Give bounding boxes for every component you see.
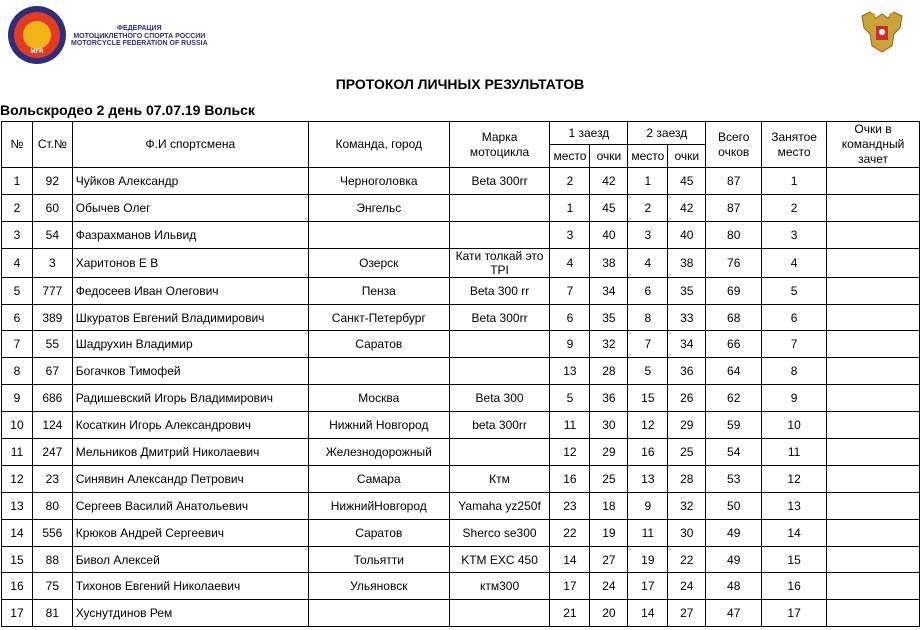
cell-name: Шадрухин Владимир [72, 331, 308, 358]
cell-num: 4 [2, 248, 33, 277]
cell-team-points [827, 248, 920, 277]
cell-rank: 14 [762, 519, 827, 546]
cell-race-1-points: 42 [590, 168, 628, 195]
cell-race-2-points: 26 [668, 385, 706, 412]
cell-name: Харитонов Е В [72, 248, 308, 277]
cell-race-1-points: 45 [590, 194, 628, 221]
cell-name: Богачков Тимофей [72, 358, 308, 385]
cell-start-num: 3 [32, 248, 72, 277]
cell-moto [449, 331, 550, 358]
table-row [2, 465, 920, 492]
cell-name: Федосеев Иван Олегович [72, 277, 308, 304]
cell-start-num: 23 [32, 465, 72, 492]
cell-num: 9 [2, 385, 33, 412]
cell-name: Хуснутдинов Рем [72, 600, 308, 627]
cell-moto: beta 300rr [449, 412, 550, 439]
cell-team-points [827, 385, 920, 412]
cell-moto [449, 194, 550, 221]
organization-name [71, 25, 208, 48]
cell-name: Косаткин Игорь Александрович [72, 412, 308, 439]
cell-start-num: 80 [32, 492, 72, 519]
cell-team: Ульяновск [308, 573, 449, 600]
cell-race-2-points: 40 [668, 221, 706, 248]
table-row [2, 573, 920, 600]
table-row [2, 546, 920, 573]
table-row [2, 439, 920, 466]
cell-total: 87 [706, 168, 762, 195]
cell-name: Радишевский Игорь Владимирович [72, 385, 308, 412]
org-line-3: MOTORCYCLE FEDERATION OF RUSSIA [71, 40, 208, 47]
cell-moto: ктм300 [449, 573, 550, 600]
cell-race-1-place: 17 [550, 573, 590, 600]
russian-coat-of-arms-icon [856, 8, 908, 56]
cell-num: 14 [2, 519, 33, 546]
cell-total: 68 [706, 304, 762, 331]
cell-moto [449, 358, 550, 385]
cell-race-2-place: 8 [628, 304, 668, 331]
cell-race-1-points: 18 [590, 492, 628, 519]
cell-rank: 8 [762, 358, 827, 385]
cell-race-1-points: 25 [590, 465, 628, 492]
cell-moto [449, 600, 550, 627]
cell-race-2-place: 3 [628, 221, 668, 248]
cell-rank: 3 [762, 221, 827, 248]
cell-race-1-points: 32 [590, 331, 628, 358]
table-row [2, 221, 920, 248]
cell-race-1-points: 40 [590, 221, 628, 248]
cell-race-1-place: 2 [550, 168, 590, 195]
cell-race-2-place: 11 [628, 519, 668, 546]
cell-num: 2 [2, 194, 33, 221]
cell-start-num: 54 [32, 221, 72, 248]
cell-moto: Beta 300 rr [449, 277, 550, 304]
cell-rank: 12 [762, 465, 827, 492]
cell-start-num: 60 [32, 194, 72, 221]
cell-name: Мельников Дмитрий Николаевич [72, 439, 308, 466]
cell-team-points [827, 221, 920, 248]
table-row [2, 385, 920, 412]
table-row [2, 600, 920, 627]
cell-start-num: 81 [32, 600, 72, 627]
table-body [2, 168, 920, 627]
cell-race-2-points: 22 [668, 546, 706, 573]
header-team: Команда, город [308, 122, 449, 168]
cell-total: 47 [706, 600, 762, 627]
cell-race-1-place: 3 [550, 221, 590, 248]
cell-team: НижнийНовгород [308, 492, 449, 519]
document-header [0, 0, 920, 72]
cell-race-1-points: 27 [590, 546, 628, 573]
cell-num: 3 [2, 221, 33, 248]
cell-race-2-points: 24 [668, 573, 706, 600]
cell-total: 69 [706, 277, 762, 304]
cell-name: Сергеев Василий Анатольевич [72, 492, 308, 519]
cell-team: Черноголовка [308, 168, 449, 195]
header-rank: Занятое место [762, 122, 827, 168]
cell-team: Санкт-Петербург [308, 304, 449, 331]
cell-race-2-points: 28 [668, 465, 706, 492]
cell-race-1-points: 24 [590, 573, 628, 600]
cell-rank: 11 [762, 439, 827, 466]
table-row [2, 412, 920, 439]
cell-race-1-place: 12 [550, 439, 590, 466]
header-race-2-place: место [628, 145, 668, 168]
cell-team-points [827, 331, 920, 358]
cell-start-num: 67 [32, 358, 72, 385]
cell-race-2-points: 34 [668, 331, 706, 358]
cell-team-points [827, 304, 920, 331]
cell-race-2-place: 16 [628, 439, 668, 466]
cell-race-1-place: 22 [550, 519, 590, 546]
cell-team [308, 221, 449, 248]
cell-total: 59 [706, 412, 762, 439]
cell-team-points [827, 358, 920, 385]
cell-race-1-points: 30 [590, 412, 628, 439]
mfr-logo [8, 6, 66, 64]
cell-race-1-points: 36 [590, 385, 628, 412]
org-line-2: МОТОЦИКЛЕТНОГО СПОРТА РОССИИ [73, 32, 206, 40]
cell-race-1-place: 5 [550, 385, 590, 412]
cell-num: 13 [2, 492, 33, 519]
cell-race-1-place: 1 [550, 194, 590, 221]
cell-start-num: 389 [32, 304, 72, 331]
cell-moto: Beta 300rr [449, 304, 550, 331]
table-row [2, 331, 920, 358]
cell-team: Саратов [308, 519, 449, 546]
cell-rank: 5 [762, 277, 827, 304]
cell-rank: 4 [762, 248, 827, 277]
cell-team-points [827, 600, 920, 627]
cell-team [308, 600, 449, 627]
cell-rank: 15 [762, 546, 827, 573]
cell-race-2-points: 30 [668, 519, 706, 546]
cell-race-2-points: 35 [668, 277, 706, 304]
cell-race-1-place: 16 [550, 465, 590, 492]
cell-rank: 2 [762, 194, 827, 221]
cell-num: 10 [2, 412, 33, 439]
table-row [2, 168, 920, 195]
cell-start-num: 75 [32, 573, 72, 600]
cell-race-2-points: 25 [668, 439, 706, 466]
header-race-1-place: место [550, 145, 590, 168]
cell-name: Синявин Александр Петрович [72, 465, 308, 492]
cell-race-1-points: 35 [590, 304, 628, 331]
cell-team-points [827, 465, 920, 492]
cell-race-2-place: 5 [628, 358, 668, 385]
cell-name: Тихонов Евгений Николаевич [72, 573, 308, 600]
cell-race-2-place: 15 [628, 385, 668, 412]
cell-race-2-points: 38 [668, 248, 706, 277]
cell-team-points [827, 277, 920, 304]
header-race-2-points: очки [668, 145, 706, 168]
header-total: Всего очков [706, 122, 762, 168]
cell-start-num: 124 [32, 412, 72, 439]
cell-team: Железнодорожный [308, 439, 449, 466]
cell-start-num: 556 [32, 519, 72, 546]
table-row [2, 248, 920, 277]
cell-team-points [827, 519, 920, 546]
table-row [2, 358, 920, 385]
cell-race-1-place: 7 [550, 277, 590, 304]
cell-moto: KTM EXC 450 [449, 546, 550, 573]
header-start-num: Ст.№ [32, 122, 72, 168]
logo-text: MFR [30, 49, 44, 55]
cell-race-1-points: 28 [590, 358, 628, 385]
cell-num: 1 [2, 168, 33, 195]
cell-race-2-place: 19 [628, 546, 668, 573]
cell-race-2-place: 13 [628, 465, 668, 492]
cell-rank: 13 [762, 492, 827, 519]
cell-total: 64 [706, 358, 762, 385]
logo-core [23, 21, 51, 49]
cell-num: 8 [2, 358, 33, 385]
cell-rank: 16 [762, 573, 827, 600]
cell-num: 11 [2, 439, 33, 466]
header-moto: Марка мотоцикла [449, 122, 550, 168]
cell-total: 54 [706, 439, 762, 466]
cell-race-1-place: 4 [550, 248, 590, 277]
cell-moto: Beta 300 [449, 385, 550, 412]
cell-rank: 1 [762, 168, 827, 195]
header-race-2: 2 заезд [628, 122, 706, 145]
cell-race-2-points: 29 [668, 412, 706, 439]
org-line-1: ФЕДЕРАЦИЯ [117, 25, 162, 32]
cell-moto: Кати толкай это TPI [449, 248, 550, 277]
cell-team: Самара [308, 465, 449, 492]
table-row [2, 492, 920, 519]
cell-team-points [827, 546, 920, 573]
cell-race-1-points: 34 [590, 277, 628, 304]
cell-num: 5 [2, 277, 33, 304]
cell-race-2-place: 2 [628, 194, 668, 221]
cell-name: Фазрахманов Ильвид [72, 221, 308, 248]
cell-team-points [827, 412, 920, 439]
cell-team: Москва [308, 385, 449, 412]
cell-race-1-points: 20 [590, 600, 628, 627]
cell-race-2-points: 33 [668, 304, 706, 331]
cell-total: 80 [706, 221, 762, 248]
cell-race-2-place: 9 [628, 492, 668, 519]
cell-team: Озерск [308, 248, 449, 277]
header-race-1: 1 заезд [550, 122, 628, 145]
table-row [2, 277, 920, 304]
cell-team: Нижний Новгород [308, 412, 449, 439]
cell-team-points [827, 492, 920, 519]
cell-name: Крюков Андрей Сергеевич [72, 519, 308, 546]
cell-race-2-place: 17 [628, 573, 668, 600]
cell-race-2-place: 6 [628, 277, 668, 304]
cell-race-1-place: 6 [550, 304, 590, 331]
cell-race-2-place: 14 [628, 600, 668, 627]
cell-start-num: 247 [32, 439, 72, 466]
page-title: ПРОТОКОЛ ЛИЧНЫХ РЕЗУЛЬТАТОВ [335, 76, 585, 92]
cell-race-1-place: 23 [550, 492, 590, 519]
cell-num: 12 [2, 465, 33, 492]
cell-moto: Sherco se300 [449, 519, 550, 546]
cell-num: 15 [2, 546, 33, 573]
header-num: № [2, 122, 33, 168]
cell-rank: 9 [762, 385, 827, 412]
cell-moto: Ктм [449, 465, 550, 492]
cell-team-points [827, 194, 920, 221]
cell-race-2-place: 7 [628, 331, 668, 358]
cell-name: Обычев Олег [72, 194, 308, 221]
cell-total: 49 [706, 519, 762, 546]
cell-race-1-place: 9 [550, 331, 590, 358]
cell-name: Чуйков Александр [72, 168, 308, 195]
cell-rank: 17 [762, 600, 827, 627]
cell-race-2-place: 1 [628, 168, 668, 195]
cell-team: Тольятти [308, 546, 449, 573]
cell-race-2-points: 32 [668, 492, 706, 519]
cell-num: 7 [2, 331, 33, 358]
header-race-1-points: очки [590, 145, 628, 168]
cell-start-num: 92 [32, 168, 72, 195]
cell-race-1-place: 14 [550, 546, 590, 573]
cell-rank: 6 [762, 304, 827, 331]
cell-race-2-points: 42 [668, 194, 706, 221]
table-row [2, 194, 920, 221]
cell-num: 17 [2, 600, 33, 627]
cell-total: 62 [706, 385, 762, 412]
cell-start-num: 55 [32, 331, 72, 358]
cell-moto: Beta 300rr [449, 168, 550, 195]
cell-start-num: 686 [32, 385, 72, 412]
cell-race-1-place: 21 [550, 600, 590, 627]
cell-team: Пенза [308, 277, 449, 304]
cell-race-2-place: 12 [628, 412, 668, 439]
cell-team: Саратов [308, 331, 449, 358]
cell-team [308, 358, 449, 385]
cell-team-points [827, 168, 920, 195]
cell-moto: Yamaha yz250f [449, 492, 550, 519]
cell-race-1-place: 13 [550, 358, 590, 385]
cell-race-1-points: 29 [590, 439, 628, 466]
cell-race-2-points: 45 [668, 168, 706, 195]
header-name: Ф.И спортсмена [72, 122, 308, 168]
cell-race-1-points: 38 [590, 248, 628, 277]
cell-total: 66 [706, 331, 762, 358]
cell-total: 87 [706, 194, 762, 221]
table-header [2, 122, 920, 168]
header-team-points: Очки в командный зачет [827, 122, 920, 168]
results-table [1, 121, 920, 627]
cell-total: 50 [706, 492, 762, 519]
cell-total: 48 [706, 573, 762, 600]
cell-team-points [827, 573, 920, 600]
cell-team: Энгельс [308, 194, 449, 221]
cell-name: Бивол Алексей [72, 546, 308, 573]
table-row [2, 519, 920, 546]
cell-race-1-points: 19 [590, 519, 628, 546]
cell-moto [449, 221, 550, 248]
cell-num: 16 [2, 573, 33, 600]
table-row [2, 304, 920, 331]
cell-start-num: 777 [32, 277, 72, 304]
cell-total: 76 [706, 248, 762, 277]
cell-total: 53 [706, 465, 762, 492]
cell-num: 6 [2, 304, 33, 331]
event-subtitle: Вольскродео 2 день 07.07.19 Вольск [0, 102, 255, 118]
cell-rank: 7 [762, 331, 827, 358]
cell-start-num: 88 [32, 546, 72, 573]
cell-team-points [827, 439, 920, 466]
cell-race-2-points: 36 [668, 358, 706, 385]
cell-total: 49 [706, 546, 762, 573]
cell-race-2-place: 4 [628, 248, 668, 277]
cell-moto [449, 439, 550, 466]
cell-rank: 10 [762, 412, 827, 439]
cell-name: Шкуратов Евгений Владимирович [72, 304, 308, 331]
cell-race-2-points: 27 [668, 600, 706, 627]
cell-race-1-place: 11 [550, 412, 590, 439]
